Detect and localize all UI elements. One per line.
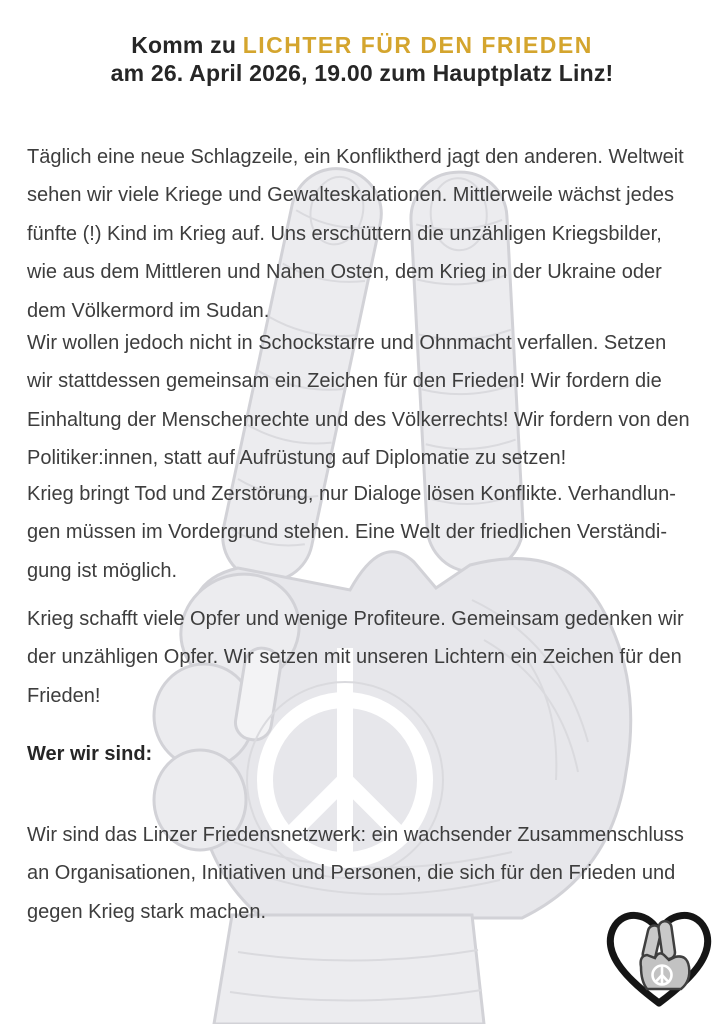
text-line: Krieg bringt Tod und Zerstörung, nur Dialoge lösen Konflikte. Verhandlun- <box>27 483 676 505</box>
paragraph-appeal <box>27 324 690 478</box>
title-date-location: am 26. April 2026, 19.00 zum Hauptplatz Linz! <box>110 60 614 86</box>
text-line: fünfte (!) Kind im Krieg auf. Uns erschüttern die unzähligen Kriegsbilder, <box>27 222 662 245</box>
paragraph-headlines <box>27 138 684 330</box>
text-line: der unzähligen Opfer. Wir setzen mit unseren Lichtern ein Zeichen für den <box>27 646 682 669</box>
title-line-1 <box>0 31 724 59</box>
text-line: Krieg schafft viele Opfer und wenige Profiteure. Gemeinsam gedenken wir <box>27 608 684 630</box>
text-line: wir stattdessen gemeinsam ein Zeichen für den Frieden! Wir fordern die <box>27 370 662 393</box>
text-line: gung ist möglich. <box>27 559 178 582</box>
text-line: gen müssen im Vordergrund stehen. Eine Welt der friedlichen Verständi- <box>27 521 667 544</box>
text-line: Frieden! <box>27 684 101 707</box>
text-line: Wir sind das Linzer Friedensnetzwerk: ein wachsender Zusammenschluss <box>27 824 684 846</box>
text-line: Politiker:innen, statt auf Aufrüstung auf Diplomatie zu setzen! <box>27 447 567 470</box>
text-line: gegen Krieg stark machen. <box>27 900 267 923</box>
text-line: sehen wir viele Kriege und Gewalteskalationen. Mittlerweile wächst jedes <box>27 184 674 207</box>
paragraph-dialogue <box>27 475 676 590</box>
text-line: Wir wollen jedoch nicht in Schockstarre und Ohnmacht verfallen. Setzen <box>27 332 667 354</box>
section-heading-who-we-are: Wer wir sind: <box>27 743 153 765</box>
text-line: Einhaltung der Menschenrechte und des Völkerrechts! Wir fordern von den <box>27 408 690 431</box>
title-prefix: Komm zu <box>131 32 243 58</box>
flyer-title <box>0 31 724 87</box>
text-line: an Organisationen, Initiativen und Personen, die sich für den Frieden und <box>27 862 676 885</box>
text-line: dem Völkermord im Sudan. <box>27 299 270 322</box>
logo-hand <box>641 920 690 989</box>
paragraph-about-us <box>27 816 684 931</box>
text-line: wie aus dem Mittleren und Nahen Osten, dem Krieg in der Ukraine oder <box>27 261 662 284</box>
title-event-name: LICHTER FÜR DEN FRIEDEN <box>242 32 593 58</box>
text-line: Täglich eine neue Schlagzeile, ein Konfliktherd jagt den anderen. Weltweit <box>27 146 684 168</box>
paragraph-victims <box>27 600 684 715</box>
heart-peace-hand-logo <box>596 900 722 1018</box>
